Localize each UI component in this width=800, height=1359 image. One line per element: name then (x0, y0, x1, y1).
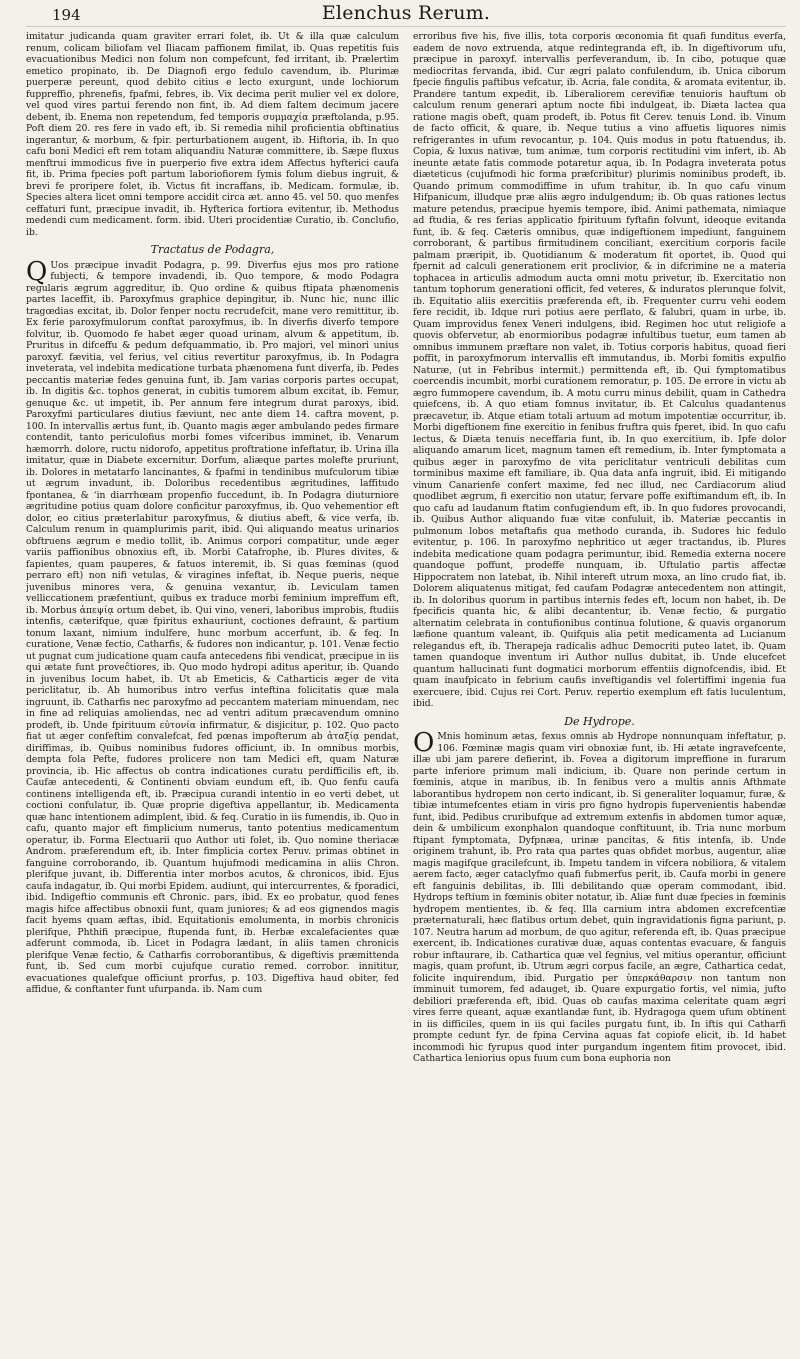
left-column (26, 31, 399, 1351)
left-paragraph-2 (26, 256, 399, 996)
page-number: 194 (52, 6, 81, 24)
dropcap-q: Q (26, 256, 48, 287)
left-paragraph-1: imitatur judicanda quam graviter errari folet, ib. Ut & illa quæ calculum renum, colicam biliofam vel Iliacam paffionem fimilat, ib. Quas repetitis fuis evacuationibus Medici non folum non compefcunt, fed irritant, ib. Prælertim emetico propinato, ib. De Diagnofi ergo fedulo cavendum, ib. Plurimæ puerperæ pereunt, quod debito citius e lecto exurgunt, unde lochiorum fuppreffio, phrenefis, fpafmi, febres, ib. Vix decima perit mulier vel ex dolore, vel quod vires partui ferendo non fint, ib. Ad diem faltem decimum jacere debent, ib. Enema non repetendum, fed temporis συμμαχία præftolanda, p.95. Poft diem 20. res fere in vado eft, ib. Si remedia nihil proficientia obftinatius ingerantur, & morbum, & fpir. perturbationem augent, ib. Hiftoria, ib. In quo cafu boni Medici eft rem totam aliquandiu Naturæ committere, ib. Sæpe fluxus menftrui immodicus five in puerperio five extra idem Affectus hyfterici caufa fit, ib. Prima fpecies poft partum laboriofiorem ſymis folum diebus ingruit, & brevi fe proripere folet, ib. Victus fit incraffans, ib. Medicam. formulæ, ib. Species altera licet omni tempore accidit circa æt. anno 45. vel 50. quo menfes ceffaturi funt, præcipue invadit, ib. Hyfterica fortiora evitentur, ib. Methodus medendi cum medicament. form. ibid. Uteri procidentiæ Curatio, ib. Conclufio, ib. (26, 31, 399, 238)
right-paragraph-1: erroribus five his, five illis, tota corporis œconomia fit quafi funditus everfa, eadem de novo extruenda, atque redintegranda eft, ib. In digeftivorum ufu, præcipue in paroxyf. intervallis perfeverandum, ib. In cibo, potuque quæ mediocritas fervanda, ibid. Cur ægri palato confulendum, ib. Unica ciborum fpecie fingulis paftibus vefcatur, ib. Acria, fale condita, & aromata evitentur, ib. Prandere tantum expedit, ib. Liberaliorem cerevifiæ tenuioris hauftum ob calculum renum generari aptum nocte fibi indulgeat, ib. Diæta lactea qua ratione magis obeft, quam prodeft, ib. Potus fit Cerev. tenuis Lond. ib. Vinum de facto officit, & quare, ib. Neque tutius a vino affuetis liquores nimis refrigerantes in ufum revocantur, p. 104. Quis modus in potu ftatuendus, ib. Copia, & luxus nativæ, tum animæ, tum corporis rectitudini vim infert, ib. Ab ineunte ætate fatis commode potaretur aqua, ib. In Podagra inveterata potus diæteticus (cujufmodi hic forma præfcribitur) plurimis nominibus prodeft, ib. Quando primum commodiffime in ufum trahitur, ib. In quo cafu vinum Hifpanicum, illudque præ aliis ægro indulgendum; ib. Ob quas rationes lectus mature petendus, præcipue hyemis tempore, ibid. Animi pathemata, nimiaque ad ftudia, & res ferias applicatio fpirituum fyftafin folvunt, ideoque evitanda funt, ib. & feq. Cæteris omnibus, quæ indigeftionem impediunt, fanguinem corroborant, & partibus firmitudinem conciliant, exercitium corporis facile palmam præripit, ib. Quotidianum & moderatum fit oportet, ib. Quod qui fpernit ad calculi generationem erit proclivior, & in difcrimine ne a materia tophacea in articulis admodum aucta omni motu privetur, ib. Exercitatio non tantum tophorum generationi officit, fed veteres, & induratos plerunque folvit, ib. Equitatio aliis exercitiis præferenda eft, ib. Frequenter curru vehi eodem fere recidit, ib. Idque ruri potius aere perflato, & falubri, quam in urbe, ib. Quam improvidus fenex Veneri indulgens, ibid. Regimen hoc utut religiofe a quovis obfervetur, ab enormioribus podagræ infultibus tuetur, eum tamen ab omnibus immunem præftare non valet, ib. Totius corporis habitus, quoad fieri poffit, in paroxyfmorum intervallis eft immutandus, ib. Morbi fomitis expulfio Naturæ, (ut in Febribus intermit.) permittenda eft, ib. Qui fymptomatibus coercendis incumbit, morbi curationem remoratur, p. 105. De errore in victu ab ægro fummopere cavendum, ib. A motu curru minus debilit, quam in Cathedra quiefcens, ib. A quo etiam fomnus invitatur, ib. Et Calculus quadantenus præcavetur, ib. Atque etiam totali artuum ad motum impotentiæ occurritur, ib. Morbi digeftionem fine exercitio in fenibus fruftra quis fperet, ibid. In quo cafu lectus, & Diæta tenuis neceffaria funt, ib. In quo exercitium, ib. Ipfe dolor aliquando amarum licet, magnum tamen eft remedium, ib. Inter fymptomata a quibus æger in paroxyfmo de vita periclitatur ventriculi debilitas cum torminibus maxime eft familiare, ib. Qua data anfa ingruit, ibid. Ei mitigando vinum Canarienfe confert maxime, fed nec illud, nec Cardiacorum aliud quodlibet ægrum, fi exercitio non utatur, fervare poffe exiftimandum eft, ib. In quo cafu ad laudanum ftatim confugiendum eft, ib. In quo fudores provocandi, ib. Quibus Author aliquando fuæ vitæ confuluit, ib. Materiæ peccantis in pulmonum lobos metaftafis qua methodo curanda, ib. Sudores hic fedulo evitentur, p. 106. In paroxyfmo nephritico ut æger tractandus, ib. Plures indebita medicatione quam podagra perimuntur, ibid. Remedia externa nocere quandoque poffunt, prodeffe nunquam, ib. Uftulatio partis affectæ Hippocratem non latebat, ib. Nihil intereft utrum moxa, an lino crudo fiat, ib. Dolorem aliquatenus mitigat, fed caufam Podagræ antecedentem non attingit, ib. In doloribus quorum in partibus internis fedes eft, locum non habet, ib. De fpecificis quanta hic, & alibi decantentur, ib. Venæ fectio, & purgatio alternatim celebrata in contufionibus continua folutione, & quavis organorum læfione quantum valeant, ib. Quifquis alia petit medicamenta ad Lucianum relegandus eft, ib. Therapeja radicalis adhuc Democriti puteo latet, ib. Quam tamen quandoque inventum iri Author nullus dubitat, ib. Unde elucefcet quantum hallucinati funt dogmatici morborum effentiis dignofcendis, ibid. Et quam inaufpicato in febrium caufis inveftigandis vel folertiffimi ingenia fua exercuere, ibid. Cujus rei Cort. Peruv. repertio exemplum eft fatis luculentum, ibid. (413, 31, 786, 709)
page-header (26, 0, 786, 27)
right-paragraph-2-text: Mnis hominum ætas, fexus omnis ab Hydrope nonnunquam infeftatur, p. 106. Fœminæ magis quam viri obnoxiæ funt, ib. Hi ætate ingravefcente, illæ ubi jam parere defierint, ib. Fovea a digitorum impreffione in furarum parte inferiore primum mali indicium, ib. Quare non perinde certum in fœminis, atque in maribus, ib. In fenibus vero a multis annis Afthmate laborantibus hydropem non certo indicant, ib. Si generaliter loquamur, furæ, & tibiæ intumefcentes etiam in viris pro figno hydropis fupervenientis habendæ funt, ibid. Pedibus cruribufque ad extremum extenfis in abdomen tumor aquæ, dein & umbilicum exonphalon quandoque conftituunt, ib. Tria nunc morbum ftipant fymptomata, Dyfpnæa, urinæ pancitas, & fitis intenfa, ib. Unde originem trahunt, ib. Pro rata qua partes quas obfidet morbus, augentur, aliæ magis magifque gracilefcunt, ib. Impetu tandem in vifcera nobiliora, & vitalem aerem facto, æger cataclyfmo quafi fubmerfus perit, ib. Caufa morbi in genere eft fanguinis debilitas, ib. Illi debilitando quæ operam commodant, ibid. Hydrops teftium in fœminis obiter notatur, ib. Aliæ funt duæ fpecies in fœminis hydropem mentientes, ib. & feq. Illa carnium intra abdomen excrefcentiæ præternaturali, hæc flatibus ortum debet, quin ingravidationis figna pariunt, p. 107. Neutra harum ad morbum, de quo agitur, referenda eft, ib. Quas præcipue exercent, ib. Indicationes curativæ duæ, aquas contentas evacuare, & fanguis robur inftaurare, ib. Cathartica quæ vel fegnius, vel mitius operantur, officiunt magis, quam profunt, ib. Utrum ægri corpus facile, an ægre, Cathartica cedat, folicite inquirendum, ibid. Purgatio per ὑπερκάθαρσιν non tantum non imminuit tumorem, fed adauget, ib. Quare expurgatio fortis, vel nimia, jufto debiliori præferenda eft, ibid. Quas ob caufas maxima celeritate quam ægri vires ferre queant, aquæ exantlandæ funt, ib. Hydragoga quem ufum obtinent in iis difficiles, quem in iis qui faciles purgatu funt, ib. In iftis qui Catharfi prompte cedunt fyr. de fpina Cervina aquas fat copiofe elicit, ib. Id habet incommodi hic fyrupus quod inter purgandum ingentem fitim provocet, ibid. Cathartica leniorius opus fuum cum bona euphoria non (413, 731, 786, 1064)
section-title-podagra: Tractatus de Podagra, (150, 243, 275, 256)
dropcap-o: O (413, 728, 435, 758)
right-column (413, 31, 786, 1351)
section-title-hydrope: De Hydrope. (564, 714, 635, 728)
right-paragraph-2 (413, 728, 786, 1065)
running-head: Elenchus Rerum. (321, 2, 491, 24)
left-paragraph-2-text: Uos præcipue invadit Podagra, p. 99. Diverfus ejus mos pro ratione fubjecti, & tempore invadendi, ib. Quo tempore, & modo Podagra regularis ægrum aggreditur, ib. Quo ordine & quibus ftipata phænomenis partes laceffit, ib. Paroxyfmus graphice depingitur, ib. Nunc hic, nunc illic tragœdias excitat, ib. Dolor fenper noctu recrudefcit, mane vero remittitur, ib. Ex ferie paroxyfmulorum conftat paroxyfmus, ib. In diverfis diverfo tempore folvitur, ib. Quomodo fe habet æger quoad urinam, alvum & appetitum, ib. Pruritus in difceffu & pedum defquammatio, ib. Pro majori, vel minori unius paroxyf. fævitia, vel ferius, vel citius revertitur paroxyfmus, ib. In Podagra inveterata, vel indebita medicatione turbata phænomena funt diverfa, ib. Pedes peccantis materiæ fedes genuina funt, ib. Jam varias corporis partes occupat, ib. In digitis &c. tophos generat, in cubitis tumorem album excitat, ib. Femur, genuque &c. ut impetit, ib. Per annum fere integrum durat paroxys, ibid. Paroxyfmi particulares diutius fæviunt, nec ante diem 14. caftra movent, p. 100. In intervallis ærtus funt, ib. Quanto magis æger ambulando pedes firmare contendit, tanto periculofius morbi fomes vifceribus imminet, ib. Venarum hæmorrh. dolore, ructu nidorofo, appetitus proftratione infeftatur, ib. Urina illa imitatur, quæ in Diabete excernitur. Dorfum, aliæque partes molefte pruriunt, ib. Dolores in metatarfo lancinantes, & fpafmi in tendinibus mufculorum tibiæ ut ægrum invadunt, ib. Doloribus recedentibus ægritudines, laffitudo fpontanea, & ‘in diarrhœam propenfio fuccedunt, ib. In Podagra diuturniore ægritudine potius quam dolore conficitur paroxyfmus, ib. Quo vehementior eft dolor, eo citius præterlabitur paroxyfmus, & diutius abeft, & vice verfa, ib. Calculum renum in quamplurimis parit, ibid. Qui aliquando meatus urinarios obftruens ægrum e medio tollit, ib. Animus corpori compatitur, unde æger variis paffionibus obnoxius eft, ib. Morbi Catafrophe, ib. Plures divites, & fapientes, quam pauperes, & fatuos interemit, ib. Si quas fœminas (quod perraro eft) non nifi vetulas, & viragines infeftat, ib. Neque pueris, neque juvenibus minores vera, & genuina vexantur, ib. Leviculam tamen velliccationem præfentiunt, quibus ex traduce morbi feminium impreffum eft, ib. Morbus ἀπεψίᾳ ortum debet, ib. Qui vino, veneri, laboribus improbis, ftudiis intenfis, cæterifque, quæ fpiritus exhauriunt, coctiones defraunt, & partium tonum laxant, nimium indulfere, hunc morbum accerfunt, ib. & feq. In curatione, Venæ fectio, Catharfis, & fudores non indicantur, p. 101. Venæ fectio ut pugnat cum judicatione quam caufa antecedens fibi vendicat, præcipue in iis qui ætate funt proveĉtiores, ib. Quo modo hydropi aditus aperitur, ib. Quando in juvenibus locum habet, ib. Ut ab Emeticis, & Catharticis æger de vita periclitatur, ib. Ab humoribus intro verfus inteftina folicitatis quæ mala ingruunt, ib. Catharfis nec paroxyfmo ad peccantem materiam minuendam, nec in fine ad reliquias amoliendas, nec ad ventri aditum præcavendum omnino prodeft, ib. Unde fpirituum εὐτονία infirmatur, & disjicitur, p. 102. Quo pacto fiat ut æger confeftim convalefcat, fed pœnas impofterum ab ἀταξίᾳ pendat, diriffimas, ib. Quibus nominibus fudores officiunt, ib. In omnibus morbis, dempta fola Pefte, fudores prolicere non tam Medici eft, quam Naturæ provincia, ib. Hic affectus ob contra indicationes curatu perdifficilis eft, ib. Caufæ antecedenti, & Continenti obviam eundum eft, ib. Quo fenfu caufa continens intelligenda eft, ib. Præcipua curandi intentio in eo verti debet, ut coctioni confulatur, ib. Quæ proprie digeftiva appellantur, ib. Medicamenta quæ hanc intentionem adimplent, ibid. & feq. Curatio in iis fumendis, ib. Quo in cafu, quanto major eft fimplicium numerus, tanto potentius medicamentum operatur, ib. Forma Electuarii quo Author uti folet, ib. Quo nomine theriacæ Androm. præferendum eft, ib. Inter fimplicia cortex Peruv. primas obtinet in fanguine corroborando, ib. Quantum hujufmodi medicamina in aliis Chron. plerifque juvant, ib. Differentia inter morbos acutos, & chronicos, ibid. Ejus caufa indagatur, ib. Qui morbi Epidem. audiunt, qui intercurrentes, & fporadici, ibid. Indigeftio communis eft Chronic. pars, ibid. Ex eo probatur, quod fenes magis hifce affectibus obnoxii funt, quam juniores; & ad eos gignendos magis facit hyems quam æftas, ibid. Equitationis emolumenta, in morbis chronicis plerifque, Phthifi præcipue, ftupenda funt, ib. Herbæ excalefacientes quæ adferunt commoda, ib. Licet in Podagra lædant, in aliis tamen chronicis plerifque Venæ fectio, & Catharfis corroborantibus, & digeftivis præmittenda funt, ib. Sed cum morbi cujufque curatio remed. corrobor. innititur, evacuationes qualefque officiunt prorfus, p. 103. Digeftiva haud obiter, fed affidue, & conftanter funt ufurpanda. ib. Nam cum (26, 259, 399, 995)
text-columns (26, 27, 786, 1351)
